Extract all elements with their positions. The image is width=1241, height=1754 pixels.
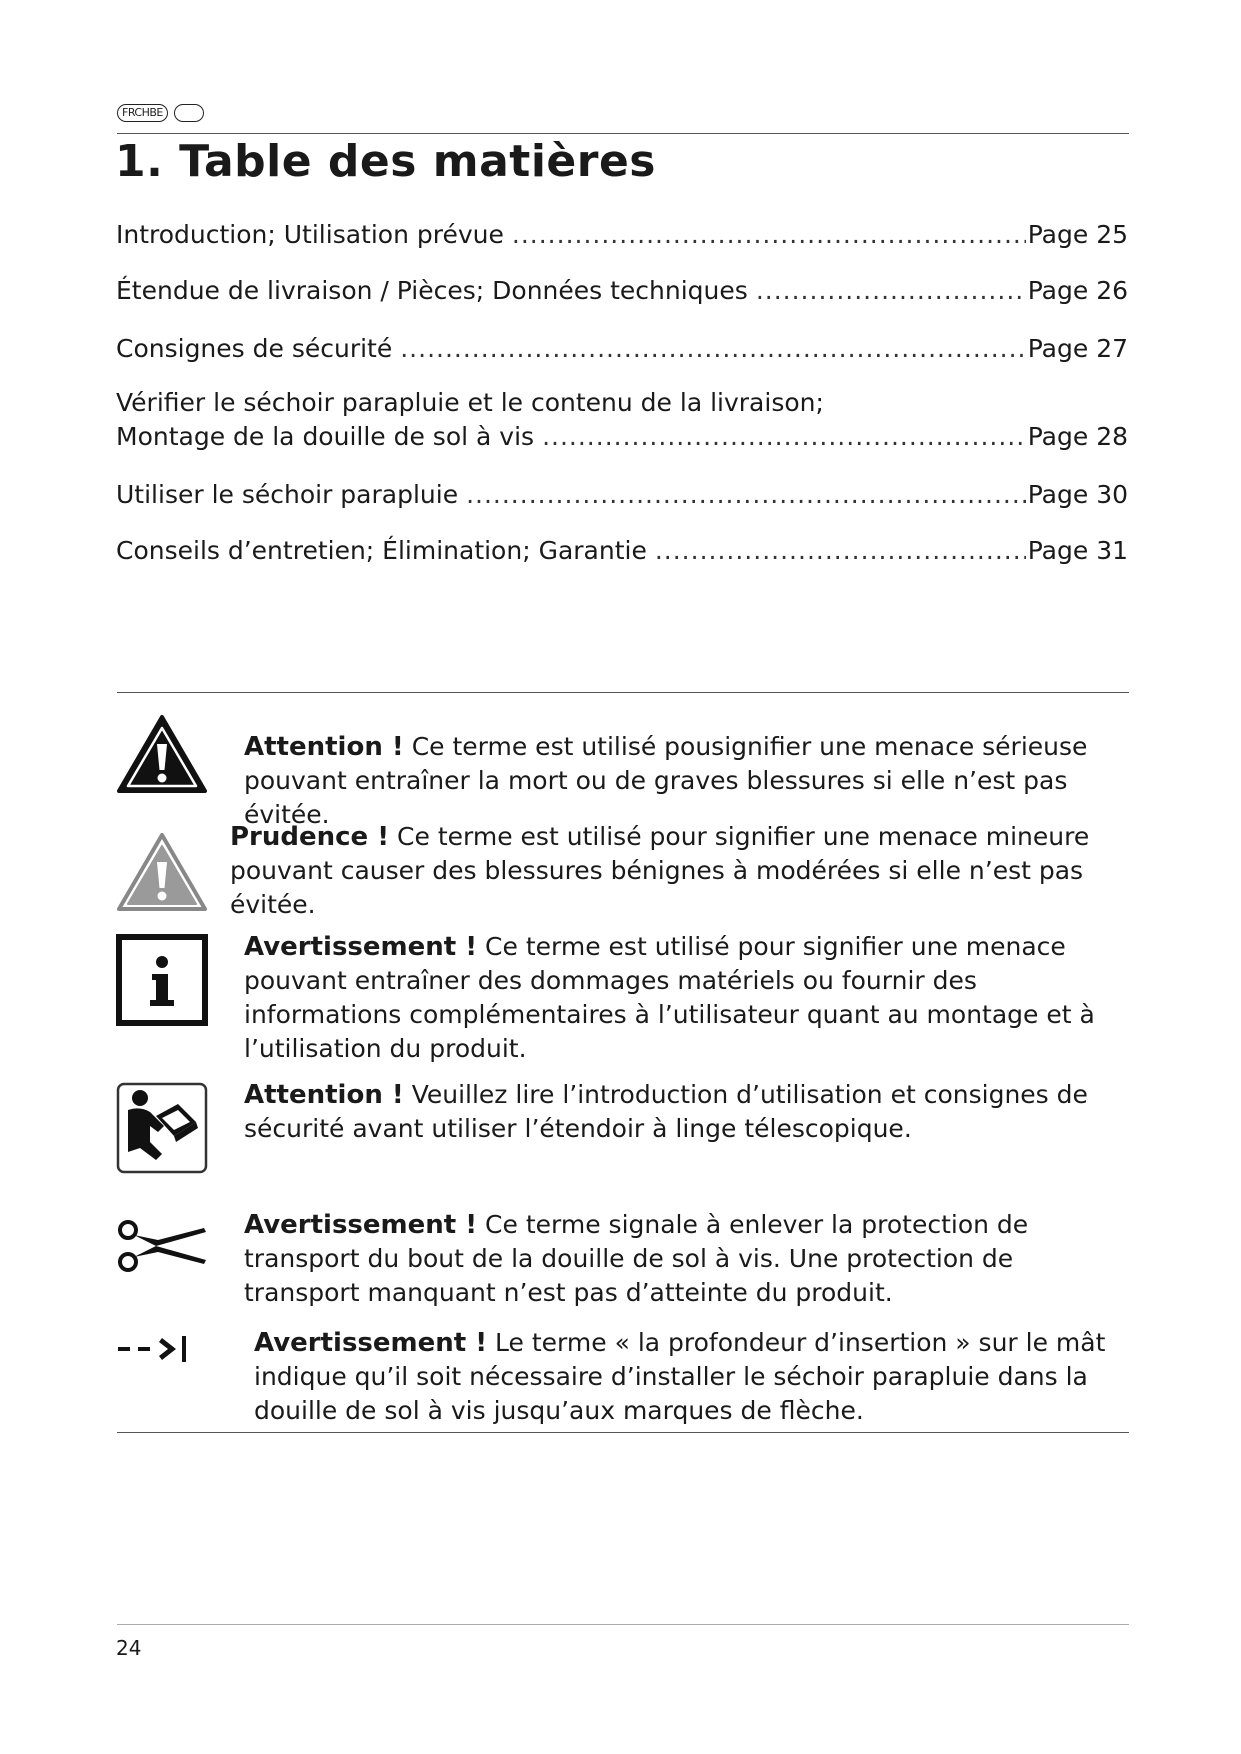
toc-entry-page: Page 30: [1027, 480, 1128, 509]
notice-text: Veuillez lire l’introduction d’utilisation et consignes de sécurité avant utiliser l’étendoir à linge télescopique.: [244, 1080, 1088, 1143]
toc-leader-dots: [466, 478, 1026, 512]
toc-entry-page: Page 25: [1027, 220, 1128, 249]
notice-label: Avertissement !: [254, 1328, 488, 1358]
notice-label: Avertissement !: [244, 1210, 478, 1240]
notices-bottom-rule: [117, 1432, 1129, 1433]
toc-entry: [116, 332, 1128, 366]
toc-leader-dots: [756, 274, 1026, 308]
warning-triangle-gray-icon: [116, 832, 208, 912]
toc-leader-dots: [400, 332, 1025, 366]
toc-entry-title-line-2: Montage de la douille de sol à vis: [116, 422, 535, 451]
language-empty-pill: [174, 104, 204, 122]
scissors-icon: [116, 1216, 208, 1276]
toc-entry-title: Conseils d’entretien; Élimination; Garantie: [116, 536, 647, 565]
toc-entry-title: Introduction; Utilisation prévue: [116, 220, 504, 249]
notice-text: Ce terme signale à enlever la protection de transport du bout de la douille de sol à vis. Une protection de transport manquant n’est pas d’atteinte du produit.: [244, 1210, 1029, 1307]
toc-entry: [116, 274, 1128, 308]
header-rule: [117, 133, 1129, 134]
toc-entry-title: Utiliser le séchoir parapluie: [116, 480, 459, 509]
language-codes: FRCHBE: [117, 104, 168, 122]
toc-leader-dots: [542, 420, 1026, 454]
toc-entry-page: Page 28: [1027, 422, 1128, 451]
page-number: 24: [116, 1636, 142, 1660]
toc-leader-dots: [512, 218, 1026, 252]
toc-entry: [116, 386, 1128, 454]
read-manual-icon: [116, 1082, 208, 1174]
toc-entry: [116, 478, 1128, 512]
language-badge: [117, 104, 204, 122]
notice-label: Attention !: [244, 1080, 404, 1110]
toc-entry-title-line-1: Vérifier le séchoir parapluie et le contenu de la livraison;: [116, 388, 824, 417]
toc-entry-title: Étendue de livraison / Pièces; Données techniques: [116, 276, 748, 305]
warning-triangle-black-icon: [116, 714, 208, 794]
notice-label: Avertissement !: [244, 932, 478, 962]
toc-entry-page: Page 31: [1027, 536, 1128, 565]
toc-entry: [116, 218, 1128, 252]
toc-entry-title: Consignes de sécurité: [116, 334, 393, 363]
info-icon: [116, 934, 208, 1026]
notices-top-rule: [117, 692, 1129, 693]
toc-entry-page: Page 26: [1027, 276, 1128, 305]
insertion-depth-arrow-icon: [116, 1332, 208, 1366]
toc-entry-page: Page 27: [1027, 334, 1128, 363]
notice-text: Ce terme est utilisé pour signifier une menace mineure pouvant causer des blessures bénignes à modérées si elle n’est pas évitée.: [230, 822, 1090, 919]
notice-text: Ce terme est utilisé pour signifier une menace pouvant entraîner des dommages matériels ou fournir des informations complémentaires à l’utilisateur quant au montage et à l’utilisation du produit.: [244, 932, 1095, 1063]
toc-entry: [116, 534, 1128, 568]
notice-label: Prudence !: [230, 822, 390, 852]
toc-leader-dots: [655, 534, 1026, 568]
notice-label: Attention !: [244, 732, 404, 762]
footer-rule: [117, 1624, 1129, 1625]
page-title: 1. Table des matières: [115, 136, 656, 187]
notice-text: Ce terme est utilisé pousignifier une menace sérieuse pouvant entraîner la mort ou de graves blessures si elle n’est pas évitée.: [244, 732, 1088, 829]
notice-text-first: Le terme « la profondeur d’insertion » sur le mât indique qu’il soit nécessaire d’installer le séchoir parapluie dans la douille de sol à vis jusqu’aux marques de flèche.: [254, 1328, 1106, 1425]
